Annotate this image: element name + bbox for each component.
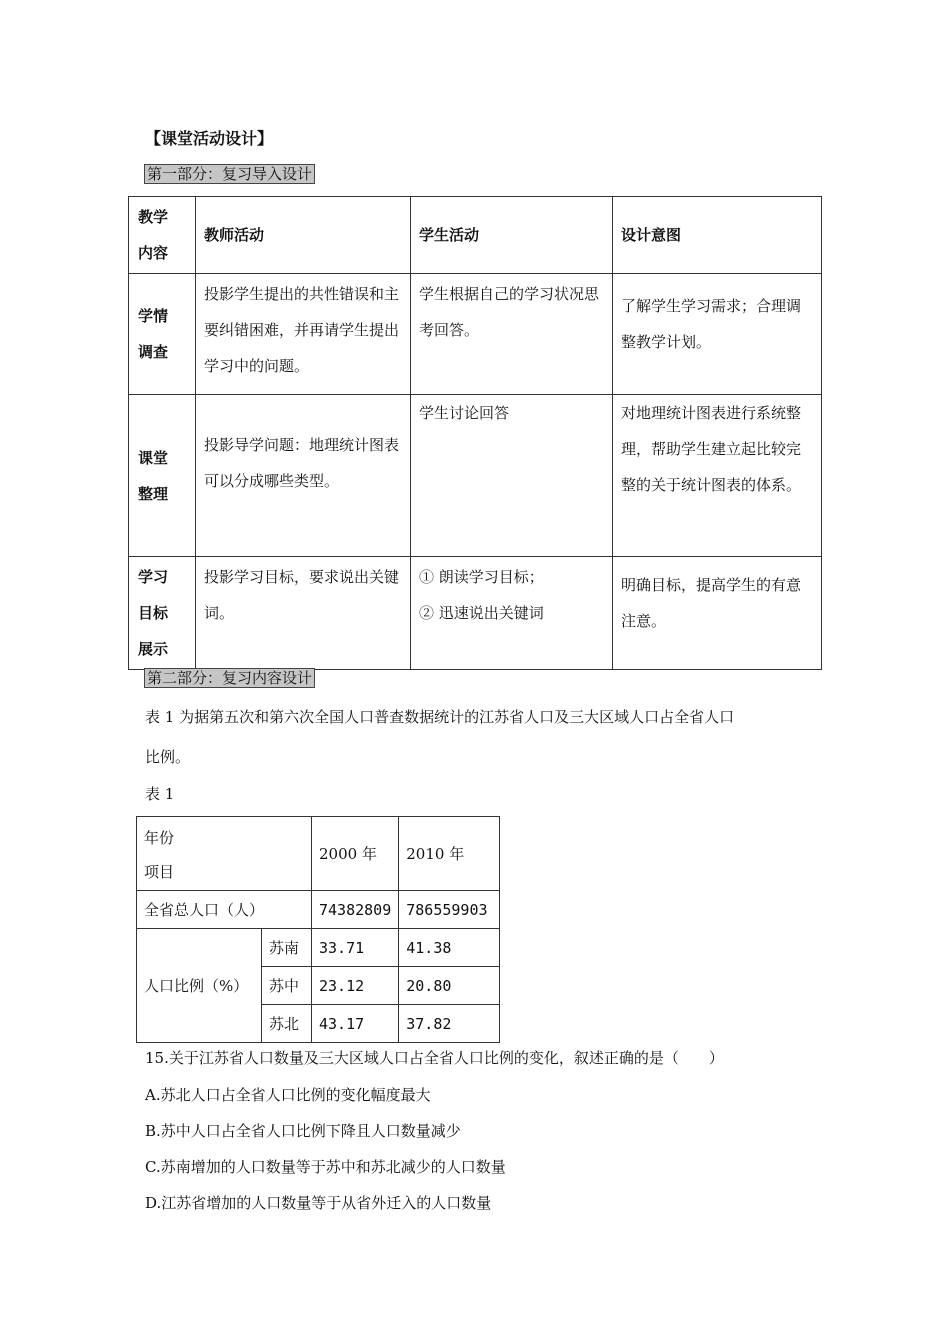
activity-table <box>128 196 822 670</box>
row-student: 学生根据自己的学习状况思考回答。 <box>411 274 613 395</box>
row-teacher: 投影学习目标，要求说出关键词。 <box>196 557 411 670</box>
question-stem: 15.关于江苏省人口数量及三大区域人口占全省人口比例的变化，叙述正确的是（ ） <box>145 1049 724 1067</box>
row-teacher: 投影导学问题：地理统计图表可以分成哪些类型。 <box>196 395 411 557</box>
table-row <box>129 557 822 670</box>
option-b: B.苏中人口占全省人口比例下降且人口数量减少 <box>145 1122 461 1140</box>
table-caption: 表 1 <box>145 785 175 803</box>
year-2000-header: 2000 年 <box>312 817 399 891</box>
table-row <box>137 929 500 967</box>
total-2010-value: 786559903 <box>399 891 500 929</box>
total-2000-value: 74382809 <box>312 891 399 929</box>
option-a: A.苏北人口占全省人口比例的变化幅度最大 <box>145 1086 431 1104</box>
activity-table-header-row <box>129 197 822 274</box>
row-topic: 学情 调查 <box>129 274 196 395</box>
row-intent: 明确目标，提高学生的有意注意。 <box>613 557 822 670</box>
table-row <box>137 817 500 891</box>
region-2010-value: 41.38 <box>399 929 500 967</box>
row-topic: 课堂 整理 <box>129 395 196 557</box>
part-one-label: 第一部分：复习导入设计 <box>144 164 315 184</box>
row-intent: 了解学生学习需求；合理调整教学计划。 <box>613 274 822 395</box>
table-row <box>129 274 822 395</box>
part-two-label: 第二部分：复习内容设计 <box>144 668 315 688</box>
section-heading: 【课堂活动设计】 <box>145 129 274 148</box>
header-topic: 教学 内容 <box>129 197 196 274</box>
table-row <box>137 891 500 929</box>
row-topic: 学习 目标 展示 <box>129 557 196 670</box>
row-student: ① 朗读学习目标； ② 迅速说出关键词 <box>411 557 613 670</box>
table-row <box>129 395 822 557</box>
corner-year-label: 年份 <box>144 829 175 847</box>
corner-header <box>137 817 312 891</box>
corner-item-label: 项目 <box>144 863 175 881</box>
intro-text-line1: 表 1 为据第五次和第六次全国人口普查数据统计的江苏省人口及三大区域人口占全省人口 <box>145 708 735 726</box>
region-name: 苏南 <box>262 929 312 967</box>
option-d: D.江苏省增加的人口数量等于从省外迁入的人口数量 <box>145 1194 492 1212</box>
row-teacher: 投影学生提出的共性错误和主要纠错困难，并再请学生提出学习中的问题。 <box>196 274 411 395</box>
region-2000-value: 33.71 <box>312 929 399 967</box>
header-student: 学生活动 <box>411 197 613 274</box>
year-2010-header: 2010 年 <box>399 817 500 891</box>
population-table <box>136 816 500 1043</box>
header-teacher: 教师活动 <box>196 197 411 274</box>
region-2010-value: 37.82 <box>399 1005 500 1043</box>
ratio-label: 人口比例（%） <box>137 929 262 1043</box>
intro-text-line2: 比例。 <box>145 748 191 766</box>
region-name: 苏北 <box>262 1005 312 1043</box>
region-2000-value: 43.17 <box>312 1005 399 1043</box>
row-student: 学生讨论回答 <box>411 395 613 557</box>
region-2000-value: 23.12 <box>312 967 399 1005</box>
row-intent: 对地理统计图表进行系统整理，帮助学生建立起比较完整的关于统计图表的体系。 <box>613 395 822 557</box>
total-population-label: 全省总人口（人） <box>137 891 312 929</box>
header-intent: 设计意图 <box>613 197 822 274</box>
region-2010-value: 20.80 <box>399 967 500 1005</box>
region-name: 苏中 <box>262 967 312 1005</box>
option-c: C.苏南增加的人口数量等于苏中和苏北减少的人口数量 <box>145 1158 506 1176</box>
